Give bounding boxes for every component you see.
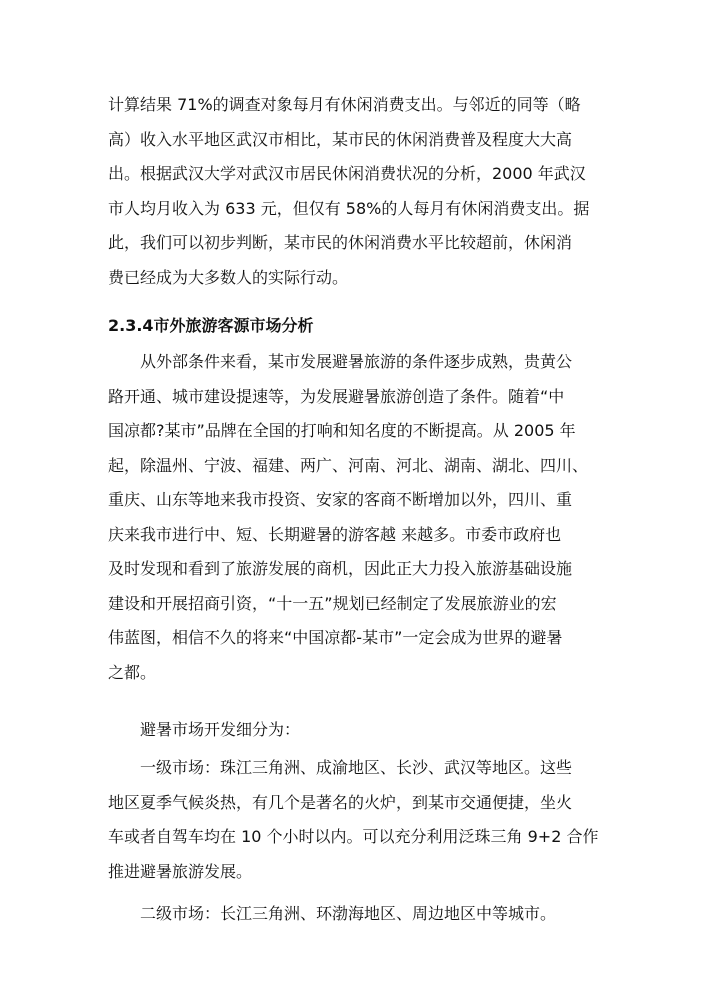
text-line: 二级市场：长江三角洲、环渤海地区、周边地区中等城市。 (140, 904, 557, 923)
text-line: 车或者自驾车均在 10 个小时以内。可以充分利用泛珠三角 9+2 合作 (108, 827, 599, 846)
text-line: 从外部条件来看，某市发展避暑旅游的条件逐步成熟，贵黄公 (140, 352, 573, 371)
text-line: 伟蓝图，相信不久的将来“中国凉都-某市”一定会成为世界的避暑 (108, 628, 563, 647)
paragraph-primary-market (108, 751, 598, 889)
text-line: 避暑市场开发细分为： (140, 720, 301, 739)
text-line: 及时发现和看到了旅游发展的商机，因此正大力投入旅游基础设施 (108, 559, 573, 578)
text-line: 推进避暑旅游发展。 (108, 861, 253, 881)
text-line: 国凉都?某市”品牌在全国的打响和知名度的不断提高。从 2005 年 (108, 421, 576, 440)
paragraph-consumption-analysis (108, 88, 598, 295)
text-line: 高）收入水平地区武汉市相比，某市民的休闲消费普及程度大大高 (108, 129, 573, 149)
text-line: 路开通、城市建设提速等，为发展避暑旅游创造了条件。随着“中 (108, 386, 565, 406)
paragraph-market-segmentation (108, 713, 598, 748)
text-line: 庆来我市进行中、短、长期避暑的游客越 来越多。市委市政府也 (108, 524, 562, 544)
text-line: 计算结果 71%的调查对象每月有休闲消费支出。与邻近的同等（略 (108, 95, 581, 114)
text-line: 之都。 (108, 662, 157, 682)
text-line: 出。根据武汉大学对武汉市居民休闲消费状况的分析，2000 年武汉 (108, 164, 586, 183)
text-line: 此，我们可以初步判断，某市民的休闲消费水平比较超前，休闲消 (108, 233, 573, 252)
text-line: 起，除温州、宁波、福建、两广、河南、河北、湖南、湖北、四川、 (108, 455, 589, 475)
text-line: 建设和开展招商引资，“十一五”规划已经制定了发展旅游业的宏 (108, 593, 557, 613)
paragraph-external-conditions (108, 345, 598, 690)
text-line: 地区夏季气候炎热，有几个是著名的火炉，到某市交通便捷，坐火 (108, 792, 573, 812)
section-heading: 2.3.4市外旅游客源市场分析 (108, 316, 314, 335)
text-line: 一级市场：珠江三角洲、成渝地区、长沙、武汉等地区。这些 (140, 758, 573, 777)
text-line: 费已经成为大多数人的实际行动。 (108, 267, 349, 287)
text-line: 重庆、山东等地来我市投资、安家的客商不断增加以外，四川、重 (108, 490, 573, 509)
text-line: 市人均月收入为 633 元，但仅有 58%的人每月有休闲消费支出。据 (108, 198, 590, 218)
paragraph-secondary-market (108, 897, 598, 932)
